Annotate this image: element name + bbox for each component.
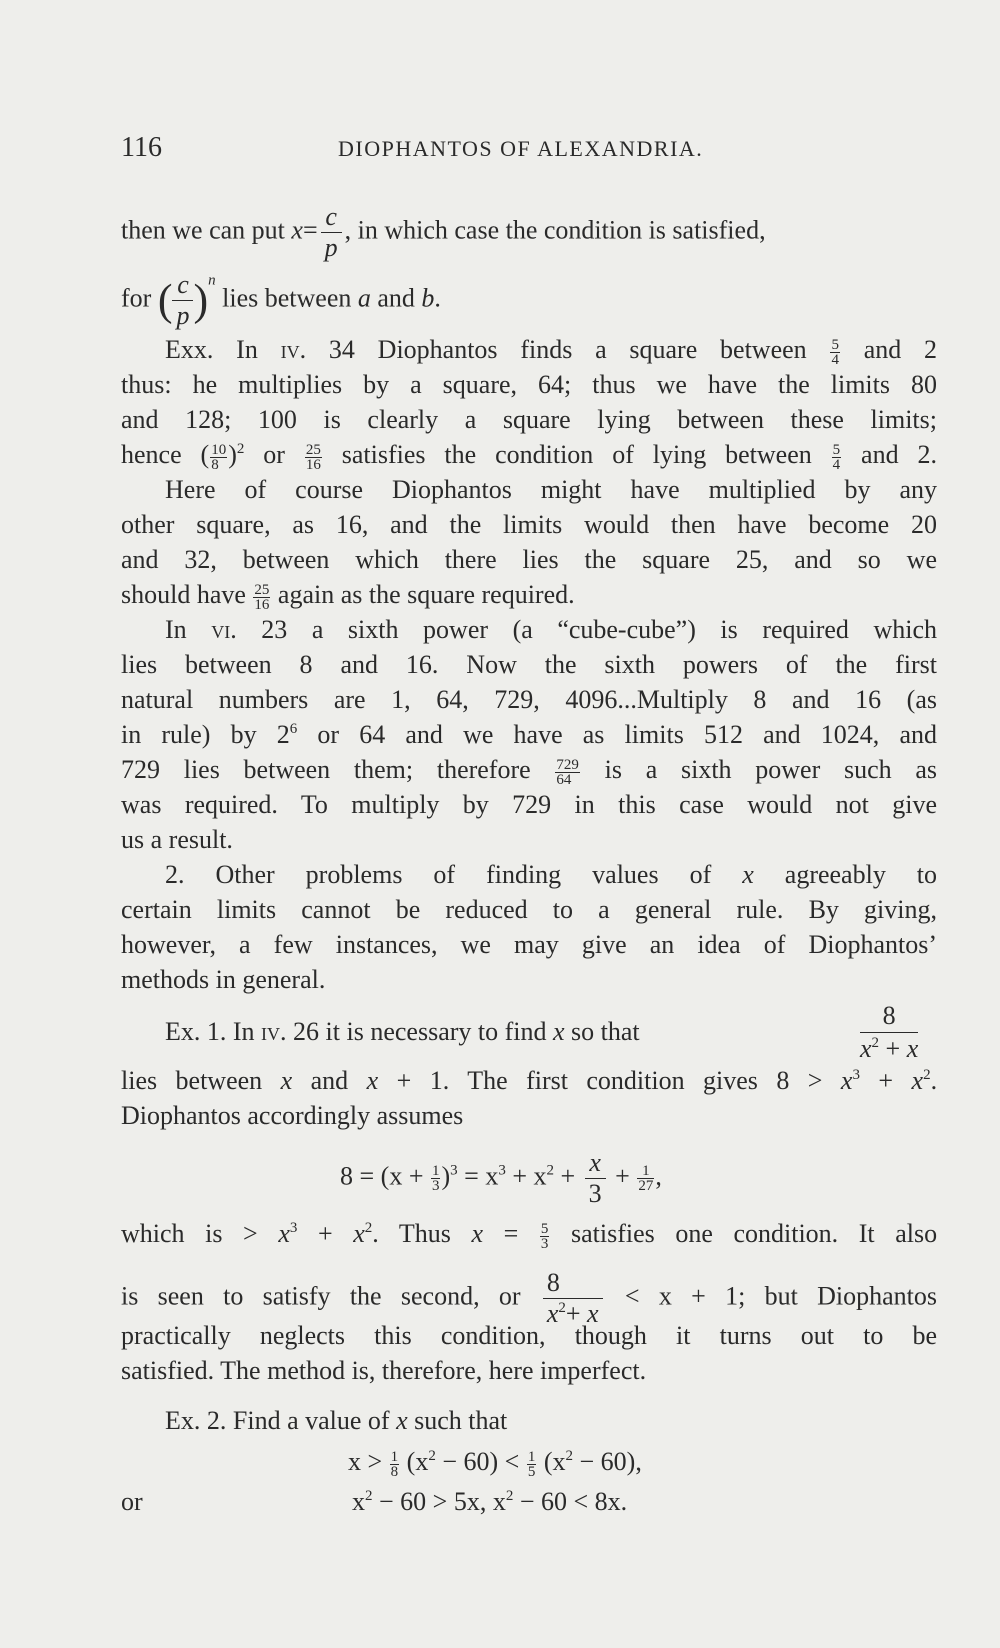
text-line: natural numbers are 1, 64, 729, 4096...Multiply 8 and 16 (as <box>121 685 937 714</box>
inequality-2: $x^2 - 60 > 5x$, $x^2 - 60 < 8x$. <box>352 1487 628 1516</box>
text-line: thus: he multiplies by a square, 64; thus we have the limits 80 <box>121 370 937 399</box>
text-line: was required. To multiply by 729 in this case would not give <box>121 790 937 819</box>
text-line: hence ( $\frac{10}{8}$ )$^2$ or $\frac{25}{16}$ satisfies the condition of lying between $\frac{5}{4}$ and 2. <box>121 440 937 473</box>
text-line: lies between x and x + 1. The first condition gives $8 > x^3 + x^2$. <box>121 1066 938 1095</box>
inequality-1: x > $\frac{1}{8}$ $(x^2 - 60)$ < $\frac{1}{5}$ $(x^2 - 60)$, <box>348 1447 642 1480</box>
text-line: 2. Other problems of finding values of x agreeably to <box>165 860 938 889</box>
text-line: Exx. In iv. 34 Diophantos finds a square between $\frac{5}{4}$ and 2 <box>165 335 938 368</box>
text-line: Diophantos accordingly assumes <box>121 1101 464 1130</box>
text-line: Ex. 2. Find a value of x such that <box>165 1406 508 1435</box>
or-label: or <box>121 1487 143 1516</box>
text-line: is seen to satisfy the second, or $\frac{8}{x^2+ x}$ < x + 1; but Diophantos <box>121 1268 938 1328</box>
text-line: however, a few instances, we may give an idea of Diophantos’ <box>121 930 937 959</box>
text-line: methods in general. <box>121 965 326 994</box>
running-title: DIOPHANTOS OF ALEXANDRIA. <box>338 136 704 161</box>
text-line: in rule) by $2^6$ or 64 and we have as limits 512 and 1024, and <box>121 720 937 749</box>
text-line: 729 lies between them; therefore $\frac{729}{64}$ is a sixth power such as <box>121 755 938 788</box>
page-number: 116 <box>121 132 162 163</box>
text-line: satisfied. The method is, therefore, here imperfect. <box>121 1356 647 1385</box>
text-line: lies between 8 and 16. Now the sixth powers of the first <box>121 650 937 679</box>
text-line: In vi. 23 a sixth power (a “cube-cube”) is required which <box>165 615 938 644</box>
text-line: Here of course Diophantos might have multiplied by any <box>165 475 937 504</box>
text-line: should have $\frac{25}{16}$ again as the square required. <box>121 580 575 613</box>
display-equation: 8 = (x + $\frac{1}{3}$ )$^3 = x^3 + x^2$ + $\frac{x}{3}$ + $\frac{1}{27}$ , <box>340 1148 662 1208</box>
text-line: for ( $\frac{c}{p}$ )$^n$ lies between a and b. <box>121 270 441 330</box>
text-line: us a result. <box>121 825 233 854</box>
text-line: certain limits cannot be reduced to a general rule. By giving, <box>121 895 937 924</box>
text-line: then we can put x= $\frac{c}{p}$ , in which case the condition is satisfied, <box>121 202 766 262</box>
text-line: and 128; 100 is clearly a square lying between these limits; <box>121 405 937 434</box>
text-line: practically neglects this condition, though it turns out to be <box>121 1321 937 1350</box>
text-line: Ex. 1. In iv. 26 it is necessary to find x so that <box>165 1017 640 1046</box>
text-line: other square, as 16, and the limits would then have become 20 <box>121 510 937 539</box>
fraction-8-over-x2-plus-x: 8 $x^2 + x$ <box>860 1001 919 1063</box>
text-line: which is > $x^3 + x^2$. Thus x = $\frac{5}{3}$ satisfies one condition. It also <box>121 1219 938 1252</box>
text-line: and 32, between which there lies the square 25, and so we <box>121 545 937 574</box>
